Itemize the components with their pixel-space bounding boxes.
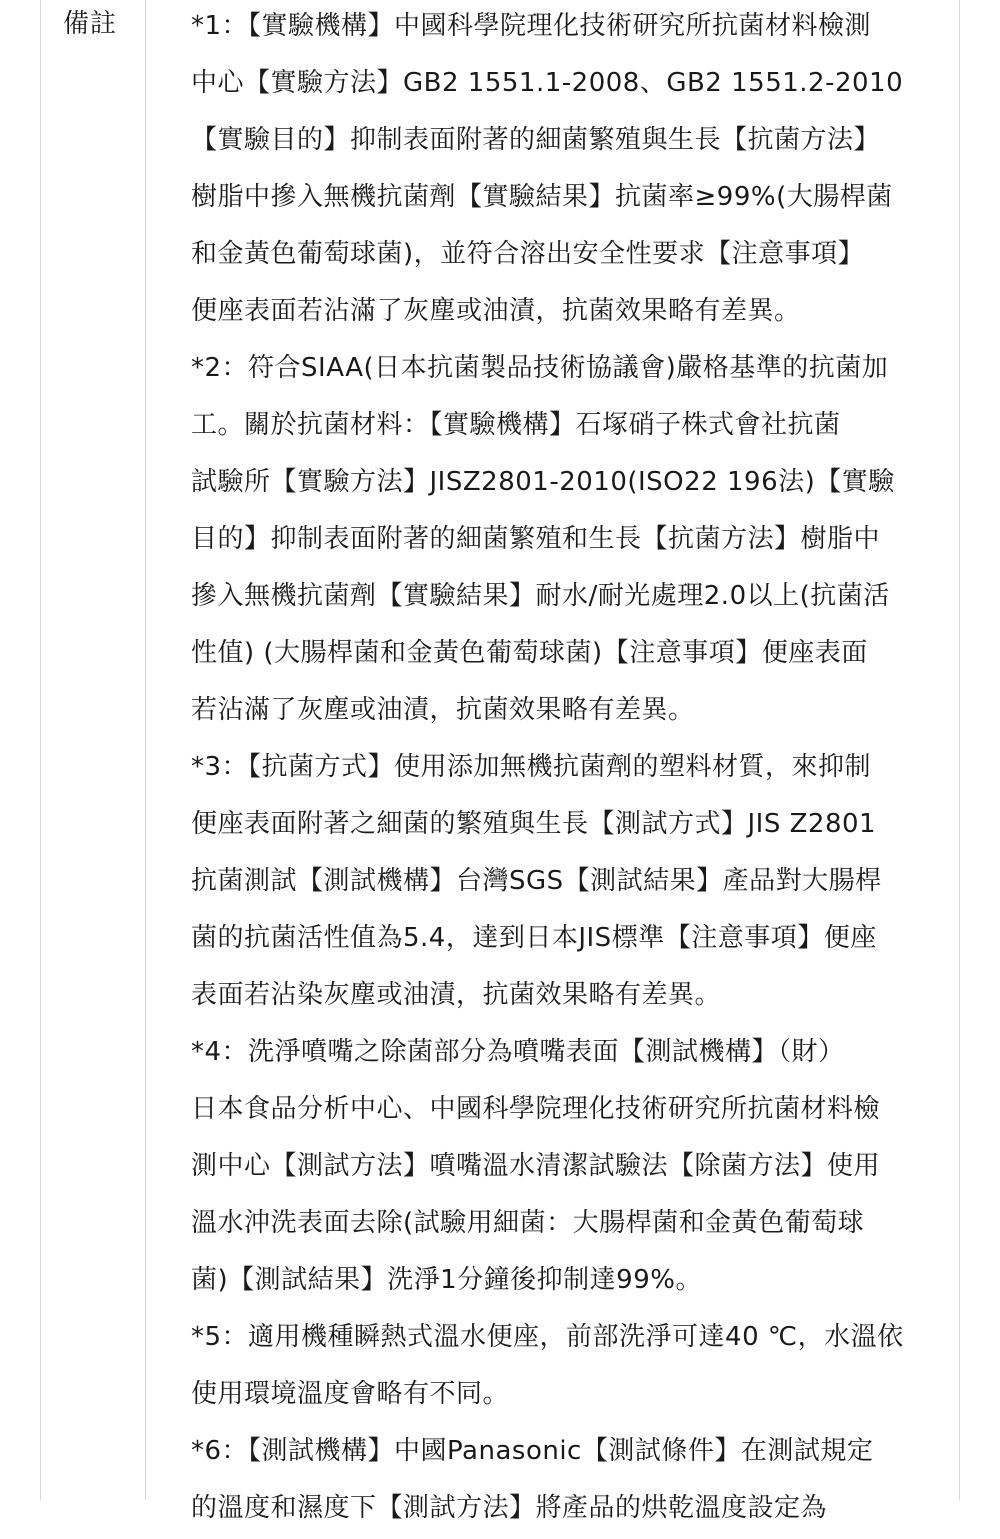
notes-label: 備註 — [63, 9, 118, 39]
note-line: 和金黃色葡萄球菌)，並符合溶出安全性要求【注意事項】 — [191, 239, 865, 269]
note-line: 目的】抑制表面附著的細菌繁殖和生長【抗菌方法】樹脂中 — [191, 524, 881, 554]
note-line: 性值) (大腸桿菌和金黃色葡萄球菌)【注意事項】便座表面 — [191, 638, 868, 668]
note-line: 便座表面附著之細菌的繁殖與生長【測試方式】JIS Z2801 — [191, 809, 877, 839]
note-line: 工。關於抗菌材料：【實驗機構】石塚硝子株式會社抗菌 — [191, 410, 841, 440]
notes-content — [191, 0, 943, 1523]
note-line: 菌)【測試結果】洗淨1分鐘後抑制達99%。 — [191, 1265, 702, 1295]
note-line: 中心【實驗方法】GB2 1551.1-2008、GB2 1551.2-2010 — [191, 68, 904, 98]
note-line: 溫水沖洗表面去除(試驗用細菌：大腸桿菌和金黃色葡萄球 — [191, 1208, 865, 1238]
note-line: 若沾滿了灰塵或油漬，抗菌效果略有差異。 — [191, 695, 695, 725]
note-line: *2：符合SIAA(日本抗菌製品技術協議會)嚴格基準的抗菌加 — [191, 353, 889, 383]
note-line: 樹脂中摻入無機抗菌劑【實驗結果】抗菌率≥99%(大腸桿菌 — [191, 182, 893, 212]
note-line: *1：【實驗機構】中國科學院理化技術研究所抗菌材料檢測 — [191, 11, 872, 41]
note-line: 測中心【測試方法】噴嘴溫水清潔試驗法【除菌方法】使用 — [191, 1151, 881, 1181]
note-line: 便座表面若沾滿了灰塵或油漬，抗菌效果略有差異。 — [191, 296, 801, 326]
notes-table — [40, 0, 960, 1523]
note-line: 使用環境溫度會略有不同。 — [191, 1379, 510, 1409]
note-line: 【實驗目的】抑制表面附著的細菌繁殖與生長【抗菌方法】 — [191, 125, 881, 155]
note-line: 表面若沾染灰塵或油漬，抗菌效果略有差異。 — [191, 980, 722, 1010]
note-line: 試驗所【實驗方法】JISZ2801-2010(ISO22 196法)【實驗 — [191, 467, 895, 497]
notes-label-cell — [41, 0, 146, 1500]
note-line: 的溫度和濕度下【測試方法】將產品的烘乾溫度設定為 — [191, 1493, 828, 1523]
note-line: 摻入無機抗菌劑【實驗結果】耐水/耐光處理2.0以上(抗菌活 — [191, 581, 890, 611]
note-line: 抗菌測試【測試機構】台灣SGS【測試結果】產品對大腸桿 — [191, 866, 882, 896]
note-line: *4：洗淨噴嘴之除菌部分為噴嘴表面【測試機構】（財） — [191, 1037, 845, 1067]
note-line: 菌的抗菌活性值為5.4，達到日本JIS標準【注意事項】便座 — [191, 923, 877, 953]
note-line: *3：【抗菌方式】使用添加無機抗菌劑的塑料材質，來抑制 — [191, 752, 872, 782]
note-line: *5：適用機種瞬熱式溫水便座，前部洗淨可達40 ℃，水溫依 — [191, 1322, 904, 1352]
note-line: 日本食品分析中心、中國科學院理化技術研究所抗菌材料檢 — [191, 1094, 881, 1124]
note-line: *6：【測試機構】中國Panasonic【測試條件】在測試規定 — [191, 1436, 874, 1466]
